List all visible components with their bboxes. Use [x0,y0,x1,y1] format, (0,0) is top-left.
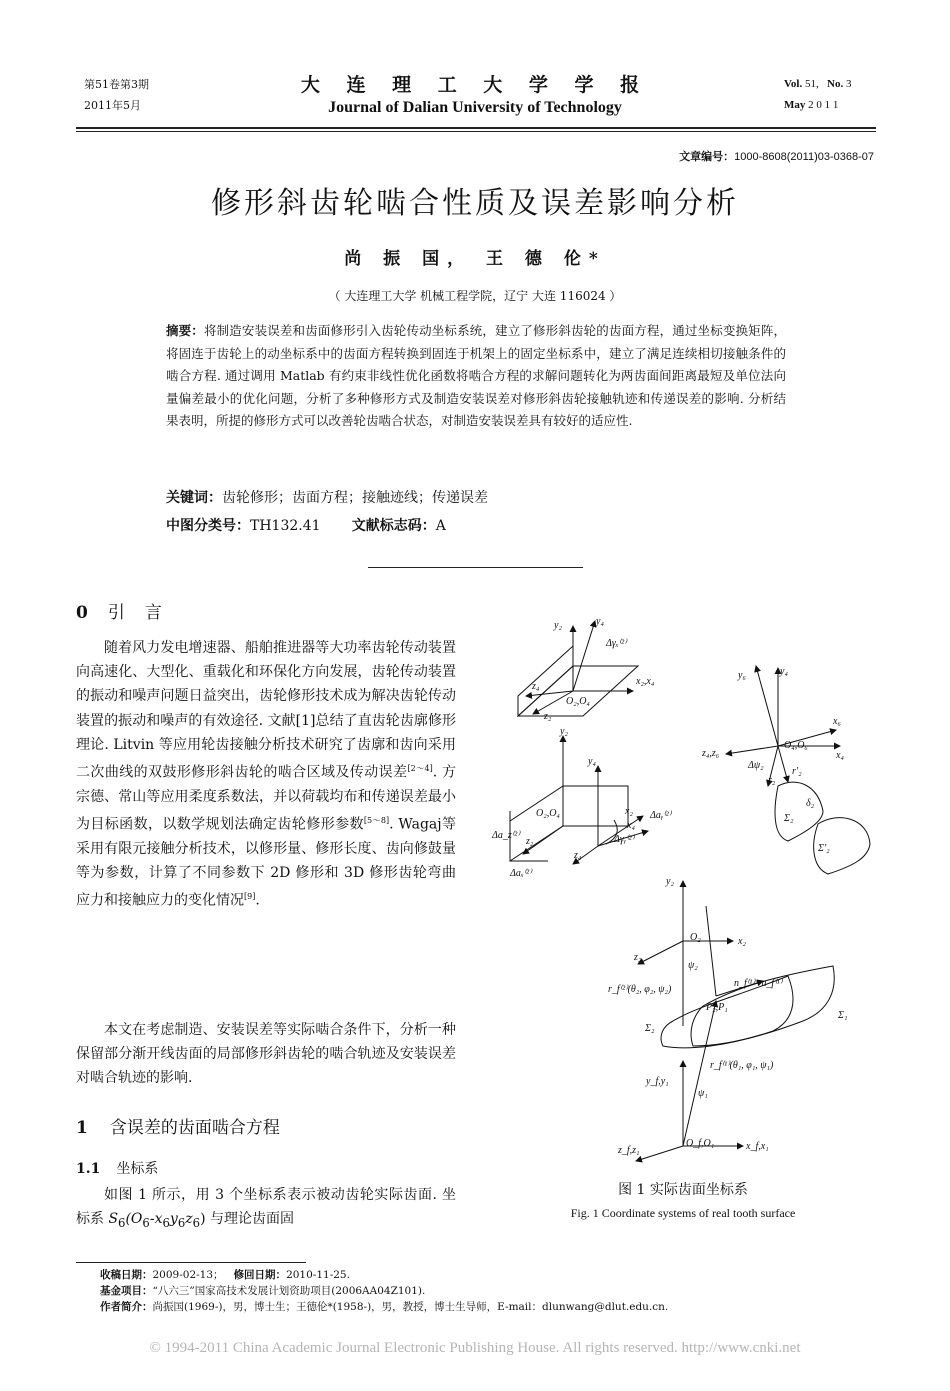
label-p2p1: P₂,P₁ [706,1002,728,1013]
plane-c-frame [510,786,628,861]
label-x6: x₆ [833,716,841,727]
citation-9: [9] [244,892,256,902]
doc-code-value: A [435,518,446,534]
journal-name-cn: 大 连 理 工 大 学 学 报 [300,74,650,96]
journal-name [270,70,680,117]
label-dpsi2: Δψ₂ [748,760,764,771]
copyright-watermark: © 1994-2011 China Academic Journal Electronic Publishing House. All rights reserved. http://www.cnki.net [149,1340,801,1356]
section-0-heading: 0 引言 [76,603,182,623]
keywords [166,487,488,507]
label-z2-c: z₂ [526,836,534,847]
label-o2o4: O₂,O₄ [566,696,590,707]
label-o4o6: O₄,O₆ [784,740,808,751]
label-y4-b: y₄ [780,666,788,677]
label-normal: n_f⁽¹⁾=n_f⁽¹⁾ [734,978,783,989]
line-psi2 [706,906,716,996]
axis-zf-d [636,1146,683,1161]
header-rule-thin [76,131,876,132]
classification [166,515,446,535]
vector-rf1-d [683,1001,716,1146]
plane-a-vertical [518,646,573,716]
label-daz: Δa_z⁽²⁾ [492,830,520,841]
authors: 尚 振 国， 王 德 伦* [344,249,606,269]
label-x4-b: x₄ [836,750,844,761]
section-1-heading: 1 含误差的齿面啮合方程 [76,1118,280,1138]
axis-z4z6-b [726,746,778,754]
journal-name-en: Journal of Dalian University of Technology [328,99,622,116]
keywords-label: 关键词： [166,489,222,505]
axis-y4-a [573,621,595,691]
label-x2-c: x₂ [625,806,633,817]
label-y6: y₆ [738,670,746,681]
axis-y6-b [756,666,778,746]
footnote-dates: 收稿日期：2009-02-13； 修回日期：2010-11-25. [100,1269,350,1281]
header-issue-cn [84,74,149,116]
label-x4-c: x₄ [627,820,635,831]
label-z4-c: z₄ [574,850,582,861]
paragraph-coordinates: 如图 1 所示，用 3 个坐标系表示被动齿轮实际齿面. 坐标系 $S_6(O_6-x_6y_6z_6)$ 与理论齿面固 [76,1187,456,1230]
label-s1-d: Σ₁ [838,1010,848,1021]
abstract-text: 将制造安装误差和齿面修形引入齿轮传动坐标系统，建立了修形斜齿轮的齿面方程，通过坐标变换矩阵，将固连于齿轮上的动坐标系中的齿面方程转换到固连于机架上的固定坐标系中，建立了满足连续相切接触条件的啮合方程. 通过调用 Matlab 有约束非线性优化函数将啮合方程的求解问题转化为两齿面间距离最短及单位法向量偏差最小的优化问题，分析了多种修形方式及制造安装误差对修形斜齿轮接触轨迹和传递误差的影响. 分析结果表明，所提的修形方式可以改善轮齿啮合状态，对制造安装误差具有较好的适应性. [166,323,786,428]
figure-1-caption-en: Fig. 1 Coordinate systems of real tooth surface [570,1206,796,1220]
date-en-month: May [784,99,806,111]
label-o2-d: O₂ [690,932,701,943]
label-psi2-d: ψ₂ [688,960,698,971]
header-volume-cn: 第51卷第3期 [84,78,149,91]
label-yfy1: y_f,y₁ [646,1076,669,1087]
paragraph-objective: 本文在考虑制造、安装误差等实际啮合条件下，分析一种保留部分渐开线齿面的局部修形斜齿轮的啮合轨迹及安装误差对啮合轨迹的影响. [76,1022,456,1087]
citation-5-8: [5～8] [363,816,390,826]
figure-1-caption-cn: 图 1 实际齿面坐标系 [618,1182,748,1198]
footnote-funding: 基金项目：“八六三”国家高技术发展计划资助项目(2006AA04Z101). [100,1285,426,1297]
label-r2: r₂ [768,775,776,786]
citation-2-4: [2～4] [407,764,433,774]
no-value: 3 [845,78,852,90]
label-ofo1: O_f,O₁ [686,1138,715,1149]
label-r2p: r′₂ [792,766,802,777]
label-s2p: Σ′₂ [818,843,830,854]
label-dgy: Δγᵧ⁽²⁾ [614,834,635,845]
section-1-1-heading: 1.1 坐标系 [76,1161,159,1177]
footnote-rule [76,1262,306,1263]
label-y2-a: y₂ [554,620,562,631]
label-day: Δaᵧ⁽²⁾ [650,810,672,821]
label-rf2: r_f⁽²⁾(θ₂, φ₂, ψ₂) [608,984,672,995]
label-y2-c: y₂ [560,726,568,737]
axis-z2-d [638,941,683,964]
label-dgx: Δγₓ⁽²⁾ [606,638,627,649]
clc-value: TH132.41 [250,518,321,534]
label-y2-d: y₂ [666,876,674,887]
label-y4-a: y₄ [596,616,604,627]
figure-1-coordinate-diagram [488,606,878,1166]
label-z2-d: z₂ [634,952,642,963]
affiliation: （ 大连理工大学 机械工程学院，辽宁 大连 116024 ） [328,289,622,303]
keywords-value: 齿轮修形；齿面方程；接触迹线；传递误差 [222,490,488,506]
label-y4-c: y₄ [588,756,596,767]
label-d2: δ₂ [806,798,815,809]
label-psi1: ψ₁ [698,1088,708,1099]
paragraph-intro: 随着风力发电增速器、船舶推进器等大功率齿轮传动装置向高速化、大型化、重载化和环保化方向发展，齿轮传动装置的振动和噪声问题日益突出，齿轮修形技术成为解决齿轮传动装置的振动和噪声的有效途径. 文献[1]总结了直齿轮齿廓修形理论. Litvin 等应用轮齿接触分析技术研究了齿廓和齿向采用二次曲线的双鼓形修形斜齿轮的啮合区域及传动误差[2～4]. 方宗德、常山等应用柔度系数法，并以荷载均布和传递误差最小为目标函数，以数学规划法确定齿轮修形参数[5～8]. Wagaj等采用有限元接触分析技术，以修形量、修形长度、齿向修鼓量等为参数，计算了不同参数下 2D 修形和 3D 修形齿轮弯曲应力和接触应力的变化情况[9]. [76,640,457,909]
article-number: 文章编号：1000-8608(2011)03-0368-07 [679,151,874,163]
header-issue-en [784,74,851,116]
label-dax: Δaₓ⁽²⁾ [510,868,532,879]
vol-value: 51, [805,78,819,90]
label-z4z6: z₄,z₆ [702,748,720,759]
date-en-year: 2 0 1 1 [808,99,839,111]
footnote-authors: 作者简介：尚振国(1969-)，男，博士生；王德伦*(1958-)，男，教授，博士生导师，E-mail：dlunwang@dlut.edu.cn. [100,1301,669,1313]
abstract-separator [368,567,583,568]
label-x2-d: x₂ [738,936,746,947]
header-date-cn: 2011年5月 [84,99,141,112]
vol-label: Vol. [784,78,803,90]
paper-title: 修形斜齿轮啮合性质及误差影响分析 [211,186,739,221]
clc-label: 中图分类号： [166,517,250,533]
label-o2o4-c: O₂,O₄ [536,808,560,819]
abstract-label: 摘要： [166,324,204,338]
doc-code-label: 文献标志码： [351,517,436,533]
no-label: No. [827,78,844,90]
abstract [166,320,786,433]
vector-r2p-b [778,746,788,782]
label-s2-d: Σ₂ [645,1023,655,1034]
label-s2: Σ₂ [784,813,794,824]
label-zfz1: z_f,z₁ [618,1145,640,1156]
header-rule-thick [76,127,876,129]
label-z4-a: z₄ [532,681,540,692]
label-x2x4: x₂,x₄ [636,676,655,687]
label-rf1: r_f⁽¹⁾(θ₁, φ₁, ψ₁) [710,1060,774,1071]
label-xfx1: x_f,x₁ [746,1141,769,1152]
label-z2-a: z₂ [544,711,552,722]
